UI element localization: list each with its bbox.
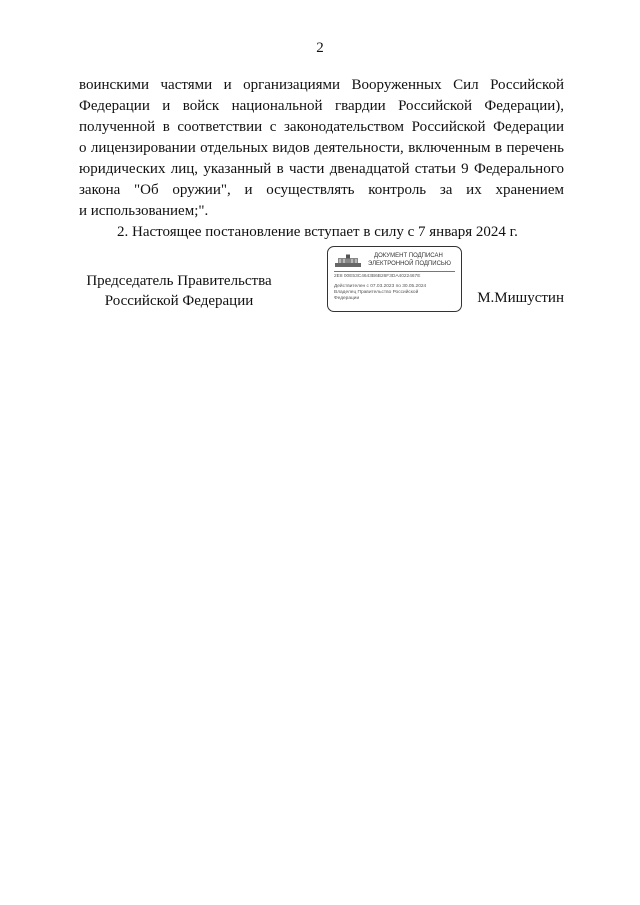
stamp-heading (368, 252, 460, 268)
government-building-icon (334, 254, 362, 268)
paragraph-1-line: Федерации и войск национальной гвардии Российской Федерации), (79, 98, 564, 114)
paragraph-1-line: воинскими частями и организациями Вооруженных Сил Российской (79, 77, 564, 93)
signatory-name: М.Мишустин (477, 290, 564, 306)
stamp-heading-line-2: ЭЛЕКТРОННОЙ ПОДПИСЬЮ (368, 261, 451, 267)
paragraph-1-line: юридических лиц, указанный в части двенадцатой статьи 9 Федерального (79, 161, 564, 177)
paragraph-1-line: полученной в соответствии с законодательством Российской Федерации (79, 119, 564, 135)
paragraph-1-line: закона "Об оружии", и осуществлять контроль за их хранением (79, 182, 564, 198)
electronic-signature-stamp (327, 246, 462, 312)
paragraph-1-line: о лицензировании отдельных видов деятельности, включенным в перечень (79, 140, 564, 156)
signatory-title-line-2: Российской Федерации (104, 293, 254, 309)
stamp-validity: Действителен с 07.03.2023 по 30.05.2024 (334, 284, 427, 289)
stamp-heading-line-1: ДОКУМЕНТ ПОДПИСАН (374, 253, 443, 259)
signatory-title-line-1: Председатель Правительства (86, 273, 272, 289)
stamp-divider (334, 271, 455, 272)
paragraph-2: 2. Настоящее постановление вступает в силу с 7 января 2024 г. (117, 224, 518, 240)
stamp-certificate: 2E8 00E53C4643B6B26F3DA4022467E (334, 274, 421, 279)
stamp-owner-line-2: Федерации (334, 296, 360, 301)
paragraph-1-line: и использованием;". (79, 203, 209, 219)
signatory-title (79, 271, 279, 311)
page-number: 2 (316, 40, 324, 56)
stamp-owner-line-1: Владелец Правительство Российской (334, 290, 419, 295)
body-text (79, 75, 564, 243)
